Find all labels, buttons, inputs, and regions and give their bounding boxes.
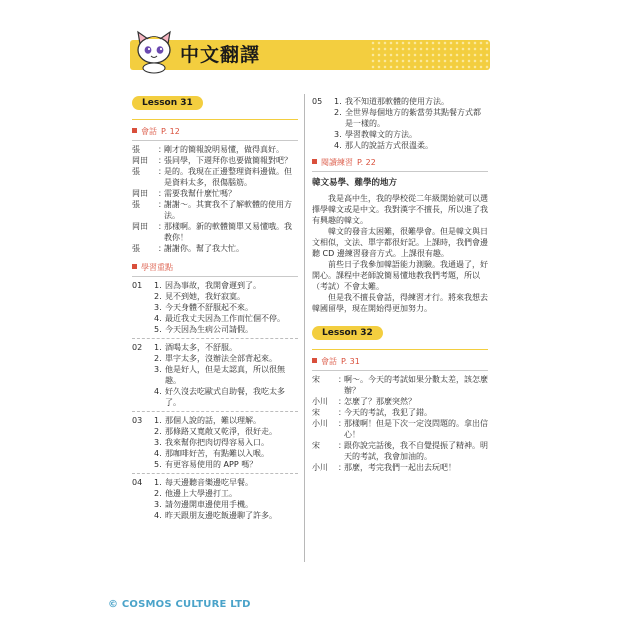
list-item: 5. 有更容易使用的 APP 嗎？ <box>154 460 258 469</box>
reading-paragraph: 前些日子我參加韓語能力測驗。我通過了，好開心。課程中老師說簡易懂地教我們考題，所以（考試）不會太難。 <box>312 260 488 291</box>
dialogue-line: 張 ： 謝謝你。幫了我大忙。 <box>132 244 244 253</box>
dialogue-line: 小川 ： 怎麼了？那麼突然？ <box>312 397 416 406</box>
lesson-32-label: Lesson 32 <box>312 326 383 340</box>
dialogue-line: 岡田 ： 張同學，下週拜你也要做簡報對吧？ <box>132 156 292 165</box>
dialogue-list <box>132 144 298 254</box>
lesson-32-header <box>312 326 488 350</box>
lesson-31-header <box>132 96 298 120</box>
dialogue-line: 小川 ： 那麼，考完我們一起出去玩吧！ <box>312 463 456 472</box>
reading-paragraph: 但是我不擅長會話，得練習才行。將來我想去韓國留學，現在開始得更加努力。 <box>312 293 488 313</box>
square-bullet-icon <box>132 264 137 269</box>
list-item: 4. 那咖啡好苦，有點難以入喉。 <box>154 449 269 458</box>
grammar-group-05: 05 1. 我不知道那軟體的使用方法。 2. 全世界每個地方的紫當勞其點餐方式都是一樣的。 3. 學習教韓文的方法。 4. 那人的說話方式很溫柔。 <box>312 96 488 151</box>
dashed-divider <box>132 338 298 339</box>
dialogue-line: 宋 ： 跟你說完話後，我不自覺提振了精神。明天的考試，我會加油的。 <box>312 441 488 461</box>
grammar-group-01: 01 1. 因為事故，我開會遲到了。 2. 見不到她，我好寂寞。 3. 今天身體不舒服起不來。 4. 最近我丈夫因為工作而忙個不停。 5. 今天因為生病公司請假。 <box>132 280 298 335</box>
list-item: 2. 單字太多，沒辦法全部背起來。 <box>154 354 277 363</box>
list-item: 1. 我不知道那軟體的使用方法。 <box>334 97 449 106</box>
dialogue-line: 岡田 ： 需要我幫什麼忙嗎？ <box>132 189 236 198</box>
square-bullet-icon <box>312 159 317 164</box>
list-item: 2. 那條路又寬敞又乾淨，很好走。 <box>154 427 277 436</box>
dialogue-line: 張 ： 是的。我現在正邊整理資料邊做。但是資料太多，很傷腦筋。 <box>132 167 292 187</box>
section-rule <box>312 370 488 371</box>
grammar-section-title: 學習重點 <box>132 262 298 273</box>
list-item: 2. 見不到她，我好寂寞。 <box>154 292 245 301</box>
grammar-group-02: 02 1. 酒喝太多，不舒服。 2. 單字太多，沒辦法全部背起來。 3. 他是好人，但是太認真，所以很無趣。 4. 好久沒去吃歐式自助餐，我吃太多了。 <box>132 342 298 408</box>
list-item: 3. 他是好人，但是太認真，所以很無趣。 <box>154 365 285 385</box>
right-column <box>312 96 488 473</box>
reading-paragraph: 韓文的發音太困難，很難學會。但是韓文與日文相似，文法、單字都很好記。上課時，我們會邊聽 CD 邊練習發音方式。上課很有趣。 <box>312 227 488 258</box>
page-ref: P. 31 <box>341 357 360 366</box>
list-item: 3. 我來幫你把肉切得容易入口。 <box>154 438 269 447</box>
reading-heading: 韓文易學、難學的地方 <box>312 178 398 188</box>
column-divider <box>304 94 305 562</box>
reading-paragraph: 我是高中生，我的學校從二年級開始就可以選擇學韓文或是中文。我對漢字不擅長，所以進了我有興趣的韓文。 <box>312 194 488 225</box>
list-item: 1. 那個人說的話，難以理解。 <box>154 416 261 425</box>
list-item: 3. 學習教韓文的方法。 <box>334 130 417 139</box>
list-item: 5. 今天因為生病公司請假。 <box>154 325 253 334</box>
lesson-31-label: Lesson 31 <box>132 96 203 110</box>
list-item: 3. 請勿邊開車邊使用手機。 <box>154 500 253 509</box>
dialogue-line: 小川 ： 那樣啊！但是下次一定沒問題的。拿出信心！ <box>312 419 488 439</box>
dialogue-list <box>312 374 488 473</box>
dialogue-line: 張 ： 剛才的簡報說明易懂，做得真好。 <box>132 145 284 154</box>
copyright-footer: © COSMOS CULTURE LTD <box>108 599 251 610</box>
section-rule <box>132 140 298 141</box>
section-rule <box>312 171 488 172</box>
list-item: 4. 那人的說話方式很溫柔。 <box>334 141 433 150</box>
dashed-divider <box>132 411 298 412</box>
square-bullet-icon <box>132 128 137 133</box>
list-item: 1. 每天邊聽音樂邊吃早餐。 <box>154 478 253 487</box>
grammar-group-04: 04 1. 每天邊聽音樂邊吃早餐。 2. 他邊上大學邊打工。 3. 請勿邊開車邊使用手機。 4. 昨天跟朋友邊吃飯邊聊了許多。 <box>132 477 298 521</box>
page-ref: P. 12 <box>161 127 180 136</box>
page-ref: P. 22 <box>357 158 376 167</box>
list-item: 2. 全世界每個地方的紫當勞其點餐方式都是一樣的。 <box>334 108 481 128</box>
list-item: 4. 最近我丈夫因為工作而忙個不停。 <box>154 314 285 323</box>
left-column <box>132 96 298 524</box>
dialogue-line: 宋 ： 今天的考試，我犯了錯。 <box>312 408 432 417</box>
convo-section-title: 會話 P. 12 <box>132 126 298 137</box>
list-item: 4. 好久沒去吃歐式自助餐，我吃太多了。 <box>154 387 285 407</box>
list-item: 1. 酒喝太多，不舒服。 <box>154 343 237 352</box>
dialogue-line: 宋 ： 啊〜。今天的考試如果分數太差，該怎麼辦？ <box>312 375 488 395</box>
grammar-group-03: 03 1. 那個人說的話，難以理解。 2. 那條路又寬敞又乾淨，很好走。 3. 我來幫你把肉切得容易入口。 4. 那咖啡好苦，有點難以入喉。 5. 有更容易使用的 APP 嗎？ <box>132 415 298 470</box>
list-item: 4. 昨天跟朋友邊吃飯邊聊了許多。 <box>154 511 277 520</box>
cat-mascot-icon <box>134 30 174 74</box>
dialogue-line: 張 ： 謝謝〜。其實我不了解軟體的使用方法。 <box>132 200 292 220</box>
list-item: 1. 因為事故，我開會遲到了。 <box>154 281 261 290</box>
dialogue-line: 岡田 ： 那樣啊。新的軟體簡單又易懂哦。我教你！ <box>132 222 292 242</box>
section-rule <box>132 276 298 277</box>
convo-section-title: 會話 P. 31 <box>312 356 488 367</box>
page-title: 中文翻譯 <box>180 44 261 66</box>
list-item: 2. 他邊上大學邊打工。 <box>154 489 237 498</box>
square-bullet-icon <box>312 358 317 363</box>
list-item: 3. 今天身體不舒服起不來。 <box>154 303 253 312</box>
reading-section-title: 閱讀練習 P. 22 <box>312 157 488 168</box>
dashed-divider <box>132 473 298 474</box>
